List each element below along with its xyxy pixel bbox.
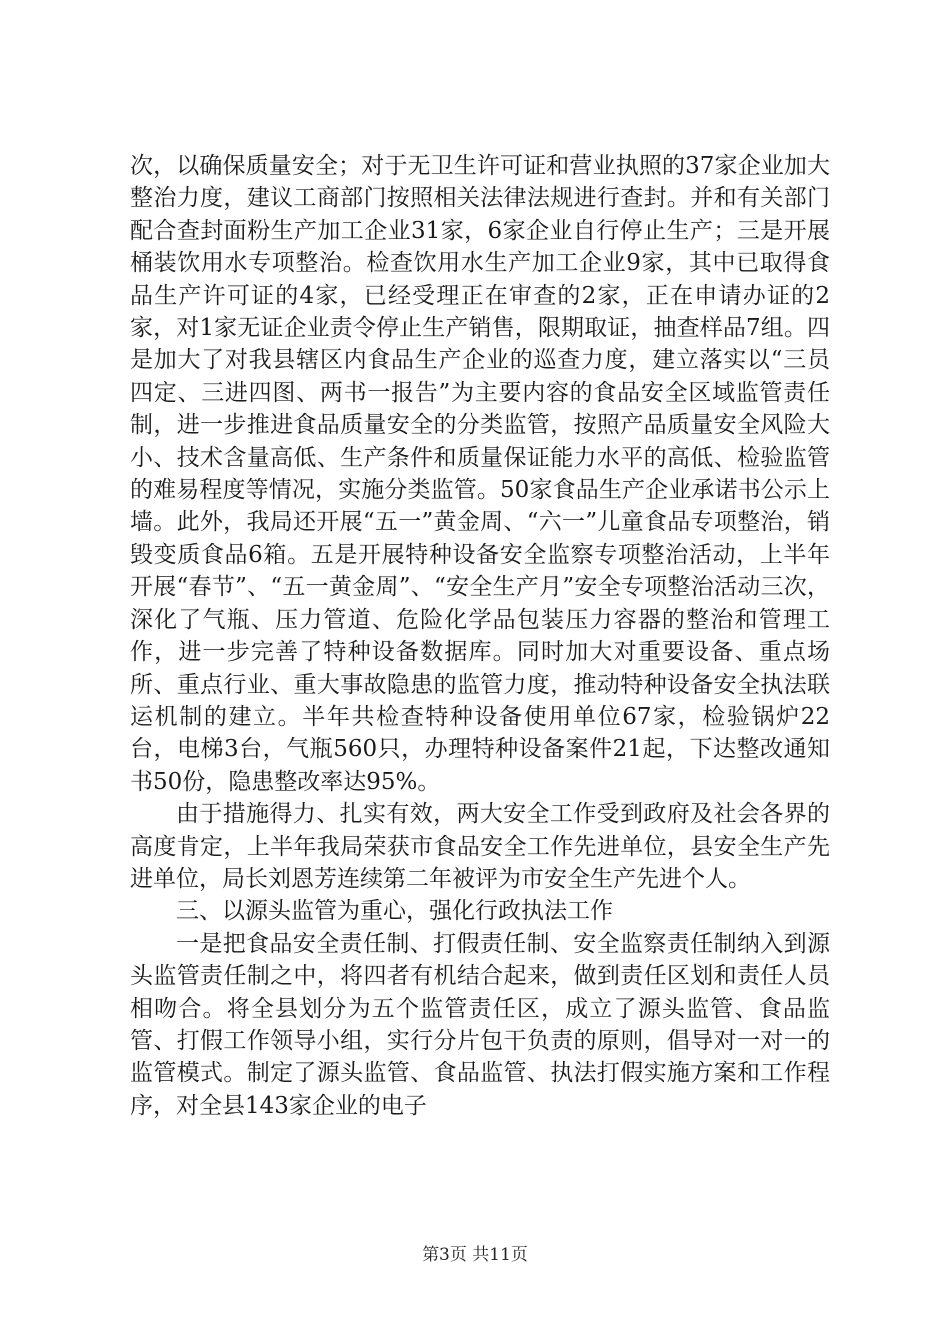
section-heading: 三、以源头监管为重心，强化行政执法工作 <box>176 898 613 925</box>
page-number: 第3页 共11页 <box>422 1245 528 1265</box>
paragraph-summary: 由于措施得力、扎实有效，两大安全工作受到政府及社会各界的高度肯定，上半年我局荣获市食品安全工作先进单位，县安全生产先进单位，局长刘恩芳连续第二年被评为市安全生产先进个人。 <box>130 801 830 892</box>
paragraph-section-body: 一是把食品安全责任制、打假责任制、安全监察责任制纳入到源头监管责任制之中，将四者有机结合起来，做到责任区划和责任人员相吻合。将全县划分为五个监管责任区，成立了源头监管、食品监管、打假工作领导小组，实行分片包干负责的原则，倡导对一对一的监管模式。制定了源头监管、食品监管、执法打假实施方案和工作程序，对全县143家企业的电子 <box>130 930 830 1119</box>
body-text <box>130 150 830 1122</box>
paragraph-continued: 次，以确保质量安全；对于无卫生许可证和营业执照的37家企业加大整治力度，建议工商部门按照相关法律法规进行查封。并和有关部门配合查封面粉生产加工企业31家，6家企业自行停止生产；三是开展桶装饮用水专项整治。检查饮用水生产加工企业9家，其中已取得食品生产许可证的4家，已经受理正在审查的2家，正在申请办证的2家，对1家无证企业责令停止生产销售，限期取证，抽查样品7组。四是加大了对我县辖区内食品生产企业的巡查力度，建立落实以“三员四定、三进四图、两书一报告”为主要内容的食品安全区域监管责任制，进一步推进食品质量安全的分类监管，按照产品质量安全风险大小、技术含量高低、生产条件和质量保证能力水平的高低、检验监管的难易程度等情况，实施分类监管。50家食品生产企业承诺书公示上墙。此外，我局还开展“五一”黄金周、“六一”儿童食品专项整治，销毁变质食品6箱。五是开展特种设备安全监察专项整治活动，上半年开展“春节”、“五一黄金周”、“安全生产月”安全专项整治活动三次，深化了气瓶、压力管道、危险化学品包装压力容器的整治和管理工作，进一步完善了特种设备数据库。同时加大对重要设备、重点场所、重点行业、重大事故隐患的监管力度，推动特种设备安全执法联运机制的建立。半年共检查特种设备使用单位67家，检验锅炉22台，电梯3台，气瓶560只，办理特种设备案件21起，下达整改通知书50份，隐患整改率达95%。 <box>130 153 830 795</box>
